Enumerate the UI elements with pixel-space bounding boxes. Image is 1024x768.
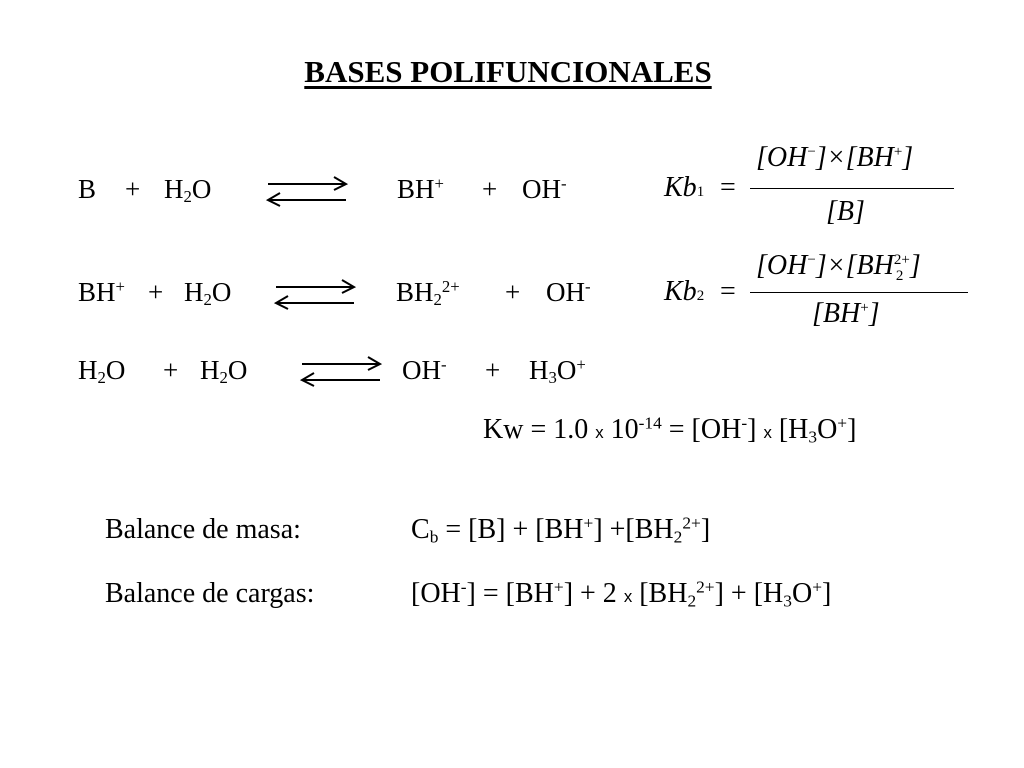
kb2-denominator: [BH+] [812, 298, 880, 329]
equilibrium-arrows-icon [272, 275, 358, 311]
charge-balance-label: Balance de cargas: [105, 578, 315, 609]
kb2-equals: = [720, 276, 736, 307]
reaction-1-plus: + [125, 174, 141, 204]
kb1-lhs: Kb1 [664, 172, 705, 203]
kb1-denominator: [B] [826, 196, 865, 227]
kb2-expression [664, 244, 984, 344]
reaction-2-plus: + [148, 277, 164, 307]
reaction-3-reactant-2: $H_2O$ [200, 355, 248, 388]
kw-equation: Kw = 1.0 x $10^{-14} = [OH^-]$ x $[H_3O^+]$ [483, 413, 857, 447]
reaction-3-reactant-1: $H_2O$ [78, 355, 126, 388]
reaction-3-product-2: $H_3O^+$ [529, 354, 586, 388]
page-title: BASES POLIFUNCIONALES [304, 54, 712, 89]
reaction-2-product-2: OH- [546, 276, 591, 307]
kb2-numerator: [OH−]×[BH 2+ 2 ] [756, 250, 921, 284]
reaction-2-reactant-2: $H_2O$ [184, 277, 232, 310]
kb1-fraction-bar [750, 188, 954, 189]
kb1-numerator: [OH−]×[BH+] [756, 142, 914, 173]
mass-balance-label: Balance de masa: [105, 514, 301, 545]
mass-balance-equation: $C_b = [B] + [BH^+] +[BH_2^{2+}]$ [411, 513, 711, 547]
kb1-equals: = [720, 172, 736, 203]
reaction-2-product-1: $BH_2^{2+}$ [396, 276, 460, 310]
reaction-1-reactant-2: $H_2O$ [164, 174, 212, 207]
kb2-fraction-bar [750, 292, 968, 293]
reaction-3-product-1: OH- [402, 354, 447, 385]
equilibrium-arrows-icon [264, 172, 350, 208]
reaction-1-reactant-1: B [78, 174, 97, 204]
reaction-1-product-2: OH- [522, 173, 567, 204]
equilibrium-arrows-icon [298, 352, 384, 388]
kb1-expression [664, 140, 964, 240]
reaction-3-plus: + [163, 355, 179, 385]
kb2-lhs: Kb2 [664, 276, 705, 307]
charge-balance-equation: [OH-] = [BH+] + 2 x $[BH_2^{2+}] + [H_3O^+]$ [411, 577, 832, 611]
reaction-1-plus-2: + [482, 174, 498, 204]
reaction-1-product-1: BH+ [397, 173, 444, 204]
reaction-2-plus-2: + [505, 277, 521, 307]
reaction-3-plus-2: + [485, 355, 501, 385]
reaction-2-reactant-1: BH+ [78, 276, 125, 307]
